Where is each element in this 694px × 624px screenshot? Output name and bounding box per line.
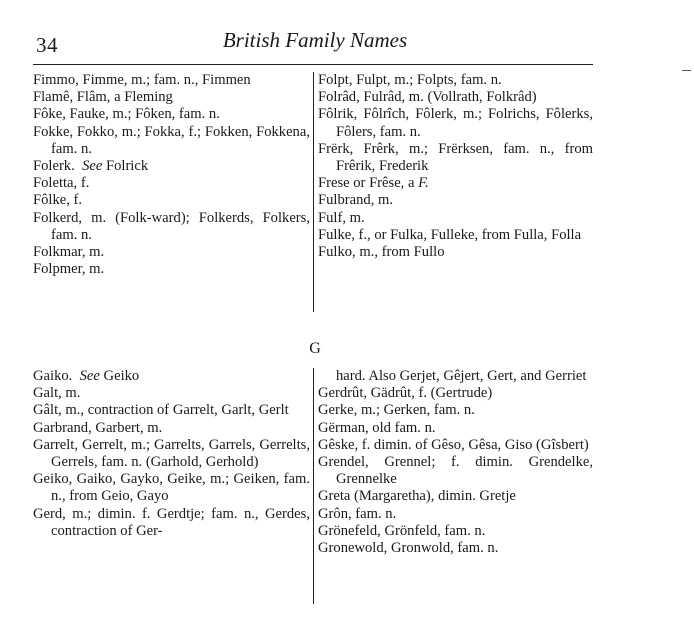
page-number: 34 (36, 33, 58, 57)
entry-geiko: Geiko, Gaiko, Gayko, Geike, m.; Geiken, fam. n., from Geio, Gayo (33, 471, 310, 505)
entry-flame: Flamê, Flâm, a Fleming (33, 89, 173, 106)
entry-garrelt: Garrelt, Gerrelt, m.; Garrelts, Garrels, Gerrelts, Gerrels, fam. n. (Garhold, Gerhold) (33, 436, 310, 471)
entry-folerk-head: Folerk. (33, 158, 75, 175)
entry-foke: Fôke, Fauke, m.; Fôken, fam. n. (33, 106, 220, 123)
running-title: British Family Names (222, 28, 408, 52)
entry-folke: Fôlke, f. (33, 192, 83, 209)
entry-foletta: Foletta, f. (33, 175, 90, 192)
entry-fokke: Fokke, Fokko, m.; Fokka, f.; Fokken, Fokkena, fam. n. (33, 123, 310, 157)
entry-gronefeld: Grönefeld, Grönfeld, fam. n. (318, 522, 486, 539)
entry-folrik: Fôlrik, Fôlrîch, Fôlerk, m.; Folrichs, Fôlerks, Fôlers, fam. n. (318, 106, 593, 140)
entry-fulf: Fulf, m. (318, 209, 365, 226)
entry-folpt: Folpt, Fulpt, m.; Folpts, fam. n. (318, 72, 502, 88)
entry-german: Gërman, old fam. n. (318, 419, 436, 436)
entry-gerd: Gerd, m.; dimin. f. Gerdtje; fam. n., Gerdes, contraction of Ger- (33, 505, 310, 539)
section-g-right-column (318, 368, 593, 557)
entry-folpmer: Folpmer, m. (33, 261, 105, 278)
entry-grendel: Grendel, Grennel; f. dimin. Grendelke, Grennelke (318, 454, 593, 488)
entry-garbrand: Garbrand, Garbert, m. (33, 419, 163, 436)
entry-fimmo: Fimmo, Fimme, m.; fam. n., Fimmen (33, 72, 251, 88)
entry-folrad: Folrâd, Fulrâd, m. (Vollrath, Folkrâd) (318, 89, 537, 106)
entry-folerk (33, 158, 310, 175)
entry-gerdrut: Gerdrût, Gädrût, f. (Gertrude) (318, 385, 493, 402)
section-g-left-column (33, 368, 310, 540)
section-f-left-column (33, 72, 310, 278)
column-divider-f (313, 72, 314, 312)
entry-frese-text: Frese or Frêse, a (318, 175, 415, 192)
entry-fulke: Fulke, f., or Fulka, Fulleke, from Fulla, Folla (318, 226, 582, 243)
top-rule (33, 64, 593, 65)
entry-galt-contraction: Gâlt, m., contraction of Garrelt, Garlt, Gerlt (33, 402, 289, 419)
entry-gerke: Gerke, m.; Gerken, fam. n. (318, 402, 475, 419)
see-reference-word: See (79, 368, 100, 384)
see-reference-target: Folrick (105, 158, 149, 175)
entry-gronewold: Gronewold, Gronwold, fam. n. (318, 540, 499, 557)
entry-fulbrand: Fulbrand, m. (318, 192, 393, 209)
column-divider-g (313, 368, 314, 604)
entry-folkerd: Folkerd, m. (Folk-ward); Folkerds, Folkers, fam. n. (33, 209, 310, 243)
entry-gaiko (33, 368, 310, 385)
entry-galt: Galt, m. (33, 385, 81, 402)
entry-frerk: Frërk, Frêrk, m.; Frërksen, fam. n., from Frêrik, Frederik (318, 140, 593, 175)
entry-fulko: Fulko, m., from Fullo (318, 244, 445, 261)
entry-frese-italic: F. (418, 175, 429, 192)
entry-gaiko-head: Gaiko. (33, 368, 73, 384)
see-reference-target: Geiko (103, 368, 140, 384)
entry-geske: Gêske, f. dimin. of Gêso, Gêsa, Giso (Gîsbert) (318, 436, 589, 453)
entry-gerd-continuation: hard. Also Gerjet, Gêjert, Gert, and Gerriet (336, 368, 587, 384)
margin-mark (682, 70, 691, 71)
entry-frese (318, 175, 593, 192)
entry-greta: Greta (Margaretha), dimin. Gretje (318, 488, 516, 505)
section-f-right-column (318, 72, 593, 261)
see-reference-word: See (82, 158, 103, 175)
entry-folkmar: Folkmar, m. (33, 244, 105, 261)
entry-gron: Grôn, fam. n. (318, 505, 397, 522)
section-heading-g: G (309, 340, 321, 357)
